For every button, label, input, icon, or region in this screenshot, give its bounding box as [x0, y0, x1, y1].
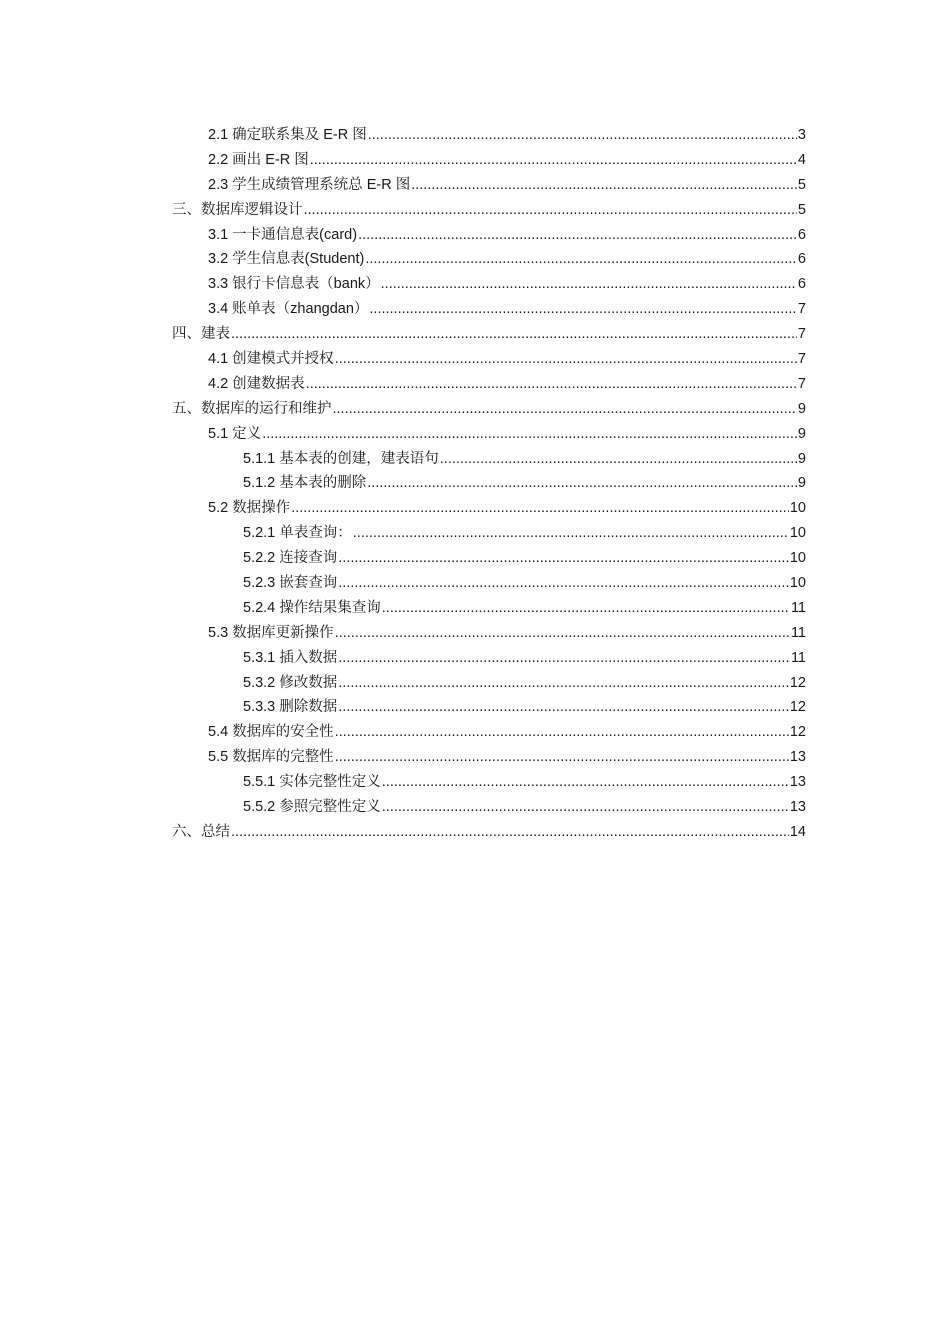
toc-entry-page-number: 11	[790, 649, 806, 666]
toc-dot-leader	[381, 272, 797, 297]
toc-entry-page-number: 11	[790, 624, 806, 641]
toc-entry[interactable]	[172, 247, 806, 272]
toc-entry[interactable]	[172, 795, 806, 820]
toc-entry-page-number: 6	[797, 251, 806, 268]
toc-entry[interactable]	[172, 646, 806, 671]
toc-entry-title: 3.1 一卡通信息表(card)	[208, 226, 358, 243]
toc-entry-page-number: 10	[789, 500, 806, 517]
toc-entry-page-number: 9	[797, 425, 806, 442]
toc-entry[interactable]	[172, 223, 806, 248]
toc-entry-page-number: 4	[797, 151, 806, 168]
toc-dot-leader	[304, 198, 797, 223]
toc-dot-leader	[382, 795, 789, 820]
toc-entry-page-number: 14	[789, 823, 806, 840]
toc-dot-leader	[368, 123, 797, 148]
toc-entry[interactable]	[172, 571, 806, 596]
toc-entry-title: 5.1.2 基本表的删除	[243, 475, 367, 492]
toc-entry-title: 5.5.2 参照完整性定义	[243, 799, 381, 816]
toc-entry[interactable]	[172, 745, 806, 770]
toc-entry-page-number: 7	[797, 301, 806, 318]
toc-entry-page-number: 3	[797, 127, 806, 143]
toc-entry-title: 三、数据库逻辑设计	[172, 201, 303, 218]
toc-entry-page-number: 7	[797, 375, 806, 392]
toc-entry-page-number: 5	[797, 201, 806, 218]
toc-entry[interactable]	[172, 297, 806, 322]
toc-entry-page-number: 7	[797, 326, 806, 343]
toc-entry-page-number: 10	[789, 550, 806, 567]
toc-entry-title: 3.2 学生信息表(Student)	[208, 251, 365, 268]
toc-entry[interactable]	[172, 123, 806, 148]
toc-dot-leader	[338, 546, 789, 571]
toc-dot-leader	[365, 247, 797, 272]
toc-entry-page-number: 13	[789, 749, 806, 766]
toc-entry[interactable]	[172, 820, 806, 845]
toc-entry[interactable]	[172, 198, 806, 223]
toc-entry-title: 5.4 数据库的安全性	[208, 724, 334, 741]
toc-entry-title: 2.1 确定联系集及 E-R 图	[208, 127, 367, 143]
toc-entry-page-number: 5	[797, 176, 806, 193]
toc-entry-title: 5.2 数据操作	[208, 500, 291, 517]
toc-dot-leader	[353, 521, 789, 546]
toc-entry[interactable]	[172, 546, 806, 571]
toc-entry-page-number: 12	[789, 724, 806, 741]
toc-dot-leader	[335, 621, 790, 646]
toc-entry[interactable]	[172, 521, 806, 546]
toc-dot-leader	[338, 571, 789, 596]
toc-entry-title: 5.2.1 单表查询：	[243, 525, 352, 542]
toc-entry[interactable]	[172, 471, 806, 496]
toc-entry-title: 5.3 数据库更新操作	[208, 624, 334, 641]
toc-entry-title: 五、数据库的运行和维护	[172, 400, 332, 417]
toc-dot-leader	[369, 297, 797, 322]
toc-entry-title: 5.5.1 实体完整性定义	[243, 774, 381, 791]
toc-dot-leader	[338, 646, 790, 671]
toc-entry-title: 5.1 定义	[208, 425, 262, 442]
toc-entry-title: 5.3.1 插入数据	[243, 649, 338, 666]
toc-entry[interactable]	[172, 397, 806, 422]
toc-entry-title: 四、建表	[172, 326, 230, 343]
toc-dot-leader	[382, 596, 790, 621]
toc-entry-title: 5.2.4 操作结果集查询	[243, 599, 381, 616]
toc-entry-title: 5.1.1 基本表的创建，建表语句	[243, 450, 439, 467]
toc-dot-leader	[231, 820, 789, 845]
toc-entry[interactable]	[172, 272, 806, 297]
toc-entry[interactable]	[172, 496, 806, 521]
toc-entry-title: 3.3 银行卡信息表（bank）	[208, 276, 380, 293]
toc-entry-page-number: 10	[789, 525, 806, 542]
toc-entry-title: 5.3.2 修改数据	[243, 674, 338, 691]
toc-entry-title: 5.5 数据库的完整性	[208, 749, 334, 766]
toc-entry-page-number: 13	[789, 774, 806, 791]
toc-entry-page-number: 11	[790, 599, 806, 616]
toc-dot-leader	[310, 148, 797, 173]
toc-entry-page-number: 10	[789, 575, 806, 592]
toc-dot-leader	[291, 496, 789, 521]
toc-entry-page-number: 9	[797, 450, 806, 467]
toc-entry[interactable]	[172, 322, 806, 347]
toc-dot-leader	[306, 372, 797, 397]
toc-entry[interactable]	[172, 596, 806, 621]
toc-dot-leader	[335, 347, 797, 372]
toc-entry-page-number: 13	[789, 799, 806, 816]
toc-entry-title: 5.3.3 删除数据	[243, 699, 338, 716]
toc-entry-page-number: 9	[797, 475, 806, 492]
toc-entry-title: 4.1 创建模式并授权	[208, 351, 334, 368]
toc-dot-leader	[262, 422, 797, 447]
toc-entry-page-number: 6	[797, 276, 806, 293]
toc-entry[interactable]	[172, 148, 806, 173]
toc-entry[interactable]	[172, 671, 806, 696]
toc-entry-page-number: 6	[797, 226, 806, 243]
toc-entry-page-number: 9	[797, 400, 806, 417]
toc-dot-leader	[367, 471, 797, 496]
toc-entry-title: 2.3 学生成绩管理系统总 E-R 图	[208, 176, 411, 193]
toc-entry-page-number: 12	[789, 674, 806, 691]
toc-entry[interactable]	[172, 720, 806, 745]
toc-dot-leader	[338, 695, 789, 720]
toc-dot-leader	[382, 770, 789, 795]
toc-entry[interactable]	[172, 695, 806, 720]
toc-entry-page-number: 7	[797, 351, 806, 368]
toc-entry[interactable]	[172, 347, 806, 372]
toc-entry[interactable]	[172, 621, 806, 646]
toc-entry[interactable]	[172, 372, 806, 397]
toc-entry-title: 2.2 画出 E-R 图	[208, 151, 309, 168]
toc-dot-leader	[411, 173, 797, 198]
toc-dot-leader	[338, 671, 789, 696]
toc-entry[interactable]	[172, 447, 806, 472]
toc-entry[interactable]	[172, 173, 806, 198]
toc-entry-title: 3.4 账单表（zhangdan）	[208, 301, 369, 318]
toc-entry[interactable]	[172, 770, 806, 795]
toc-entry-title: 5.2.2 连接查询	[243, 550, 338, 567]
toc-entry-title: 六、总结	[172, 823, 230, 840]
toc-entry-title: 4.2 创建数据表	[208, 375, 305, 392]
toc-dot-leader	[333, 397, 797, 422]
table-of-contents	[172, 123, 806, 845]
toc-entry-page-number: 12	[789, 699, 806, 716]
toc-dot-leader	[335, 720, 789, 745]
toc-dot-leader	[335, 745, 789, 770]
toc-entry[interactable]	[172, 422, 806, 447]
toc-dot-leader	[231, 322, 797, 347]
toc-dot-leader	[358, 223, 797, 248]
toc-entry-title: 5.2.3 嵌套查询	[243, 575, 338, 592]
toc-dot-leader	[440, 447, 797, 472]
